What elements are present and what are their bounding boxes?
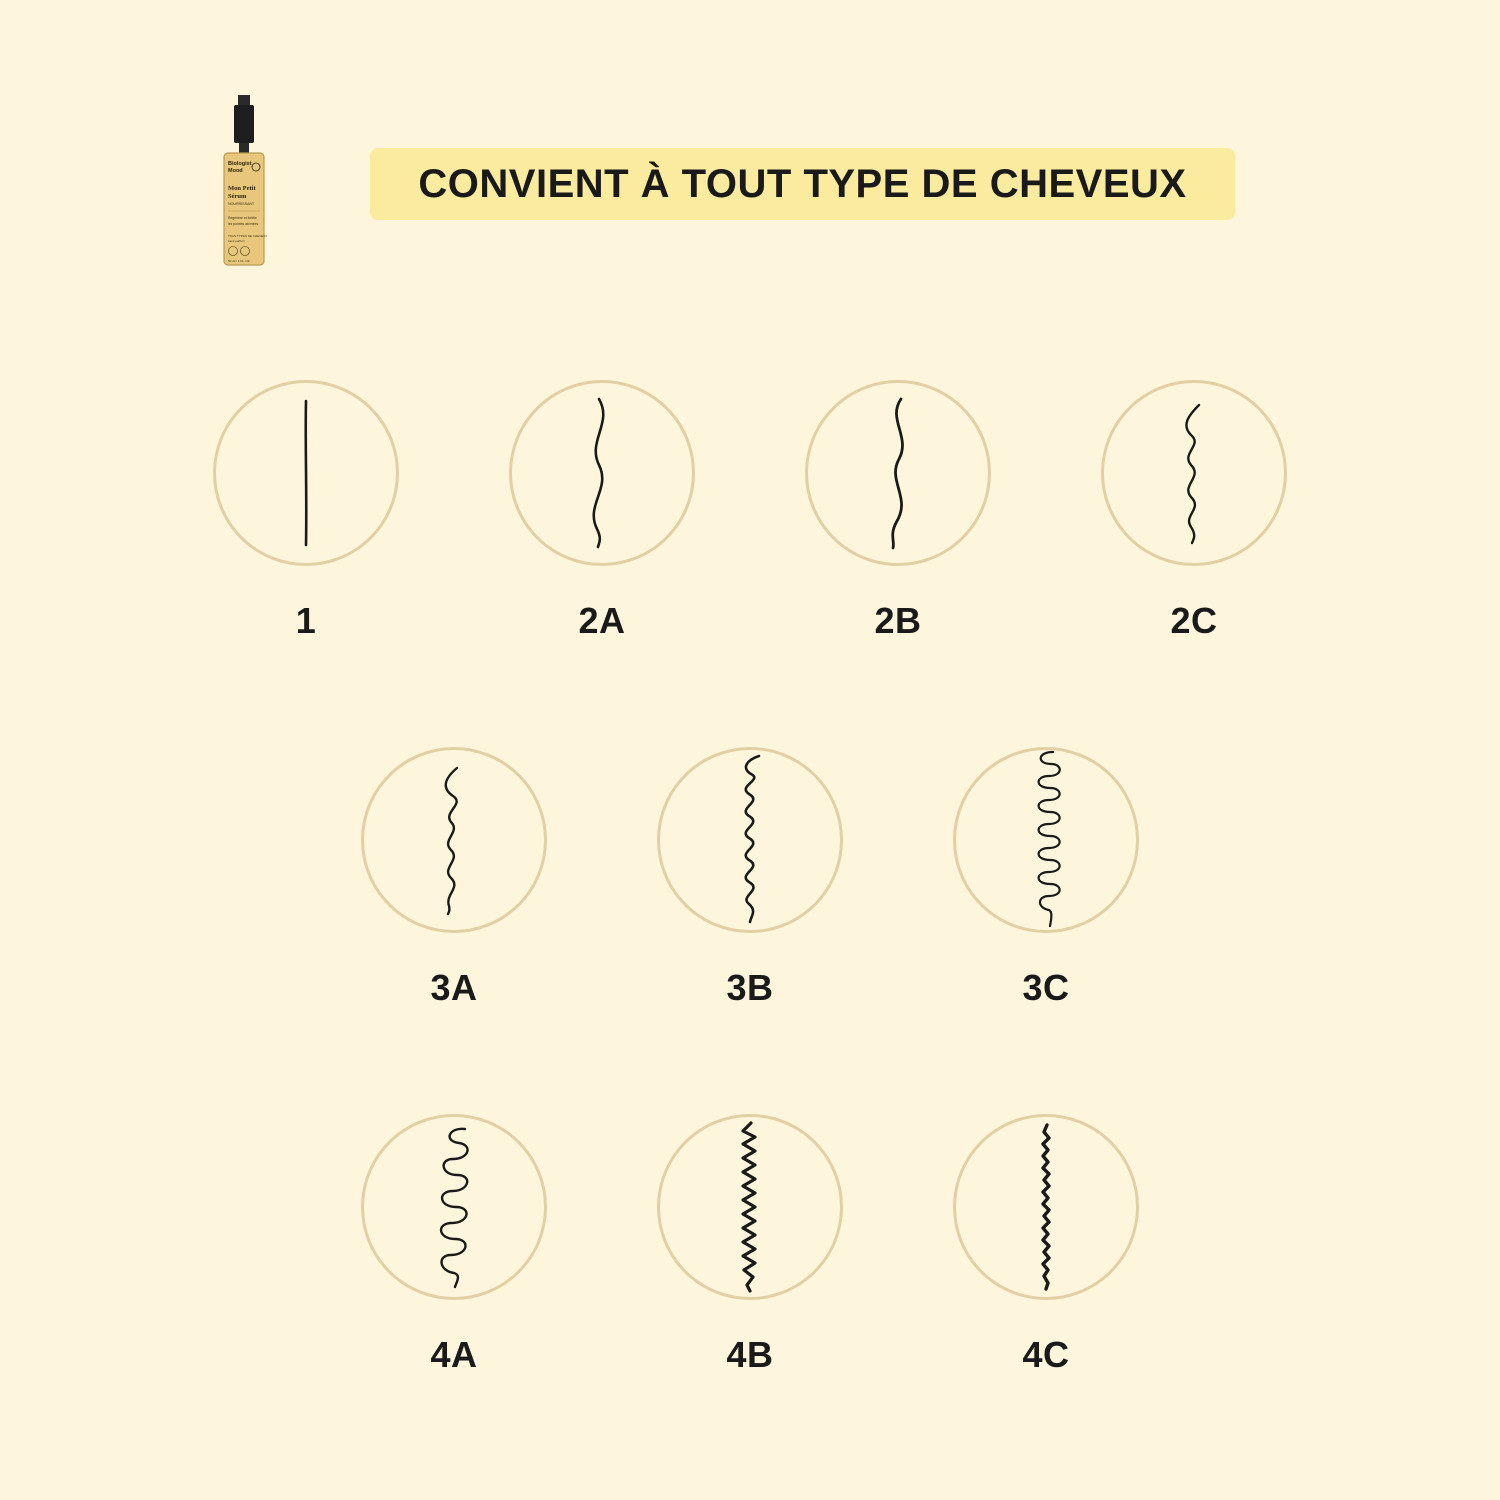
hair-type-cell-3c[interactable]: [898, 747, 1194, 1009]
hair-type-cell-2b[interactable]: [750, 380, 1046, 642]
hair-type-cell-2c[interactable]: [1046, 380, 1342, 642]
hair-strand-curl-icon: [675, 754, 825, 926]
hair-type-circle-2a: [509, 380, 695, 566]
hair-type-cell-4a[interactable]: [306, 1114, 602, 1376]
hair-strand-tight-curl-icon: [971, 750, 1121, 930]
hair-type-label-3b: 3B: [726, 967, 774, 1008]
hair-type-circle-4c: [953, 1114, 1139, 1300]
hair-type-row-1: [0, 380, 1500, 642]
svg-text:Mood: Mood: [228, 168, 243, 174]
hair-type-label-4b: 4B: [726, 1334, 774, 1375]
hair-type-cell-3a[interactable]: [306, 747, 602, 1009]
svg-text:TOUS TYPES DE CHEVEUX: TOUS TYPES DE CHEVEUX: [228, 234, 268, 238]
hair-type-circle-2c: [1101, 380, 1287, 566]
hair-type-cell-3b[interactable]: [602, 747, 898, 1009]
hair-type-cell-4b[interactable]: [602, 1114, 898, 1376]
hair-type-circle-3c: [953, 747, 1139, 933]
hair-type-label-3a: 3A: [430, 967, 478, 1008]
hair-type-cell-2a[interactable]: [454, 380, 750, 642]
svg-text:les pointes abîmées: les pointes abîmées: [228, 222, 259, 226]
hair-type-cell-1[interactable]: [158, 380, 454, 642]
hair-type-row-2: [0, 747, 1500, 1009]
hair-type-circle-4b: [657, 1114, 843, 1300]
hair-type-row-3: [0, 1114, 1500, 1376]
svg-text:Sérum: Sérum: [228, 193, 247, 200]
header: [215, 95, 1235, 270]
svg-text:Mon Petit: Mon Petit: [228, 185, 256, 192]
svg-text:NOURRISSANT: NOURRISSANT: [228, 202, 255, 206]
hair-type-circle-3b: [657, 747, 843, 933]
hair-strand-loose-wave-icon: [527, 393, 677, 553]
svg-text:50 ml / 1 FL. OZ: 50 ml / 1 FL. OZ: [228, 259, 250, 263]
hair-strand-deep-wave-icon: [1119, 393, 1269, 553]
serum-bottle-icon: [215, 95, 273, 270]
hair-type-circle-2b: [805, 380, 991, 566]
hair-type-cell-4c[interactable]: [898, 1114, 1194, 1376]
product-bottle-image: [215, 95, 273, 270]
page-title: CONVIENT À TOUT TYPE DE CHEVEUX: [418, 161, 1187, 206]
hair-strand-coil-icon: [379, 1123, 529, 1291]
hair-type-circle-3a: [361, 747, 547, 933]
hair-type-circle-1: [213, 380, 399, 566]
hair-type-label-2c: 2C: [1170, 600, 1218, 641]
hair-strand-tight-coil-icon: [971, 1123, 1121, 1291]
hair-strand-straight-icon: [231, 393, 381, 553]
title-banner: [370, 148, 1235, 220]
hair-type-label-3c: 3C: [1022, 967, 1070, 1008]
svg-text:Régénère et fortifie: Régénère et fortifie: [228, 216, 257, 220]
svg-text:Biologist: Biologist: [228, 161, 252, 167]
hair-type-label-2b: 2B: [874, 600, 922, 641]
hair-strand-loose-curl-icon: [379, 760, 529, 920]
hair-type-label-4c: 4C: [1022, 1334, 1070, 1375]
hair-type-label-4a: 4A: [430, 1334, 478, 1375]
hair-type-grid: [0, 380, 1500, 1481]
hair-type-circle-4a: [361, 1114, 547, 1300]
hair-type-label-2a: 2A: [578, 600, 626, 641]
svg-text:sans parfum: sans parfum: [228, 239, 245, 243]
hair-strand-wave-icon: [823, 393, 973, 553]
hair-type-label-1: 1: [295, 600, 317, 641]
hair-strand-zigzag-coil-icon: [675, 1121, 825, 1293]
